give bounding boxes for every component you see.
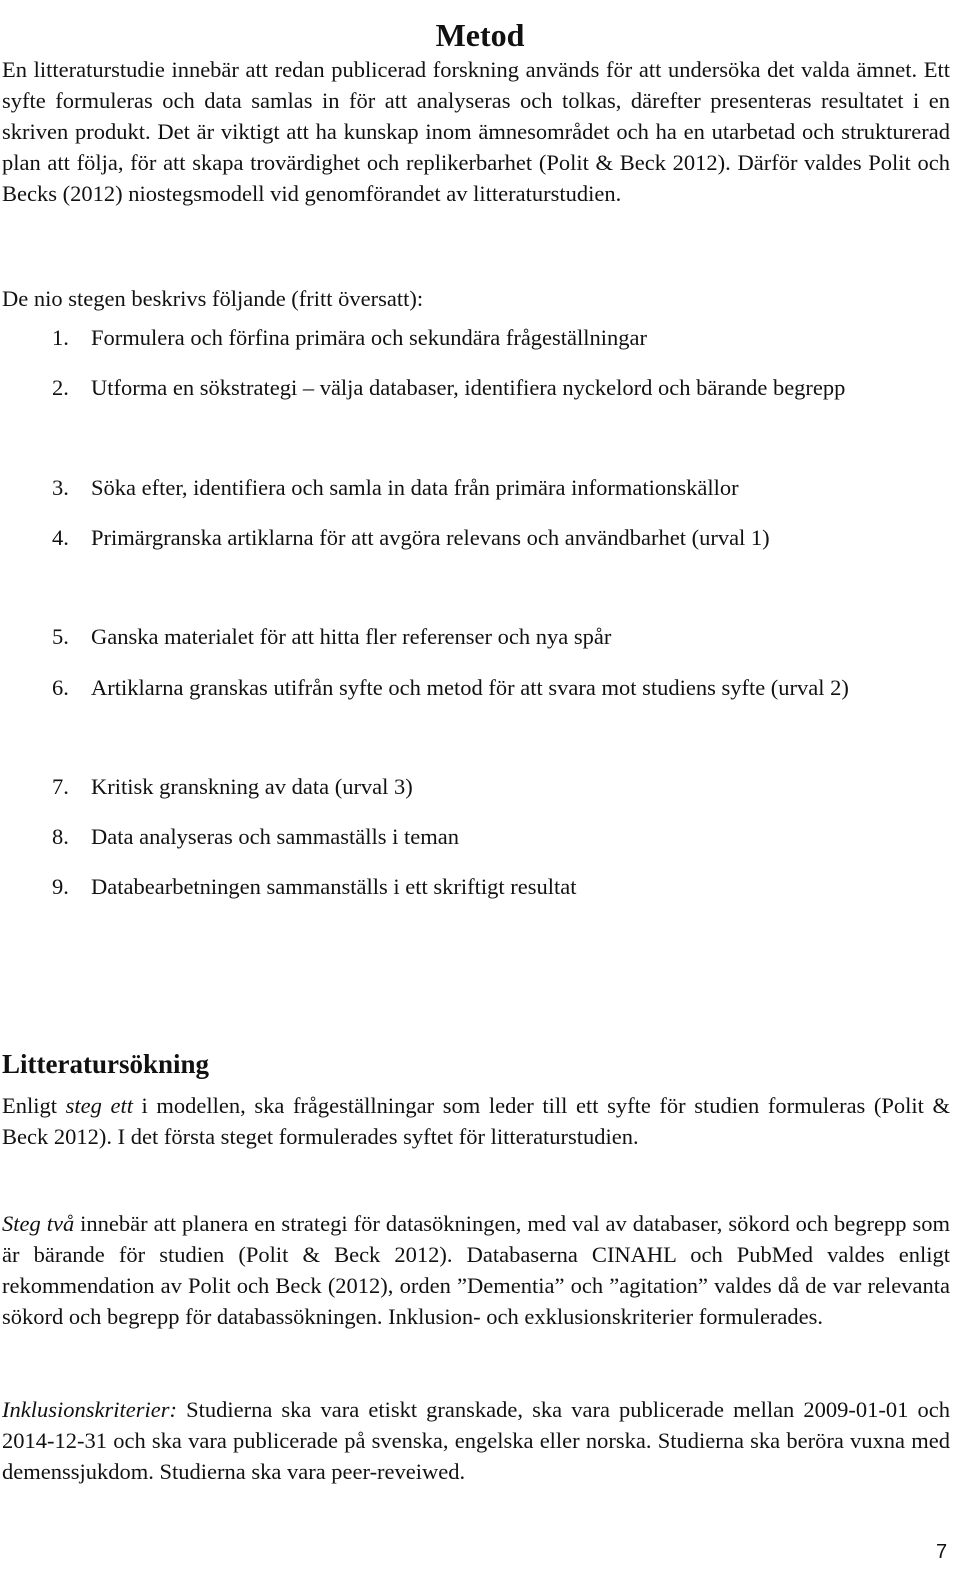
step-number: 5. bbox=[52, 624, 69, 649]
intro-paragraph: En litteraturstudie innebär att redan publicerad forskning används för att undersöka det valda ämnet. Ett syfte formuleras och data samlas in för att analyseras och tolkas, därefter presenteras resultatet i en skriven produkt. Det är viktigt att ha kunskap inom ämnesområdet och ha en utarbetad och strukturerad plan att följa, för att skapa trovärdighet och replikerbarhet (Polit & Beck 2012). Därför valdes Polit och Becks (2012) niostegsmodell vid genomförandet av litteraturstudien. bbox=[2, 57, 950, 206]
step-text: Artiklarna granskas utifrån syfte och metod för att svara mot studiens syfte (urval 2) bbox=[91, 675, 849, 700]
text-run: i modellen, ska frågeställningar som leder till ett syfte för studien formuleras (Polit & Beck 2012). I det första steget formulerades syftet för litteraturstudien. bbox=[2, 1093, 951, 1149]
text-run: Enligt bbox=[2, 1093, 66, 1118]
step-text: Formulera och förfina primära och sekundära frågeställningar bbox=[91, 325, 648, 350]
step-text: Utforma en sökstrategi – välja databaser, identifiera nyckelord och bärande begrepp bbox=[91, 375, 846, 400]
step-text: Kritisk granskning av data (urval 3) bbox=[91, 774, 413, 799]
step-text: Primärgranska artiklarna för att avgöra relevans och användbarhet (urval 1) bbox=[91, 525, 770, 550]
step-text: Söka efter, identifiera och samla in data från primära informationskällor bbox=[91, 475, 739, 500]
steps-lead: De nio stegen beskrivs följande (fritt översatt): bbox=[2, 286, 424, 311]
step-number: 8. bbox=[52, 824, 69, 849]
paragraph-steg-tva bbox=[2, 1208, 950, 1332]
step-number: 2. bbox=[52, 375, 69, 400]
step-text: Data analyseras och sammaställs i teman bbox=[91, 824, 459, 849]
step-number: 1. bbox=[52, 325, 69, 350]
emphasis-text: Inklusionskriterier: bbox=[2, 1397, 177, 1422]
step-number: 9. bbox=[52, 874, 69, 899]
text-run: Studierna ska vara etiskt granskade, ska vara publicerade mellan 2009-01-01 och 2014-12-31 och ska vara publicerade på svenska, engelska eller norska. Studierna ska beröra vuxna med demenssjukdom. Studierna ska vara peer-reveiwed. bbox=[2, 1397, 950, 1484]
step-number: 4. bbox=[52, 525, 69, 550]
step-number: 6. bbox=[52, 675, 69, 700]
page-number: 7 bbox=[936, 1541, 948, 1563]
page-title: Metod bbox=[435, 17, 525, 54]
emphasis-text: Steg två bbox=[2, 1211, 75, 1236]
step-number: 7. bbox=[52, 774, 69, 799]
text-run: innebär att planera en strategi för datasökningen, med val av databaser, sökord och begrepp som är bärande för studien (Polit & Beck 2012). Databaserna CINAHL och PubMed valdes enligt rekommendation av Polit och Beck (2012), orden ”Dementia” och ”agitation” valdes då de var relevanta sökord och begrepp för databassökningen. Inklusion- och exklusionskriterier formulerades. bbox=[2, 1211, 950, 1329]
step-text: Databearbetningen sammanställs i ett skriftigt resultat bbox=[91, 874, 577, 899]
step-text: Ganska materialet för att hitta fler referenser och nya spår bbox=[91, 624, 612, 649]
step-number: 3. bbox=[52, 475, 69, 500]
paragraph-inklusionskriterier bbox=[2, 1394, 950, 1487]
section-heading: Litteratursökning bbox=[2, 1049, 210, 1079]
emphasis-text: steg ett bbox=[65, 1093, 133, 1118]
paragraph-steg-ett bbox=[2, 1090, 950, 1152]
